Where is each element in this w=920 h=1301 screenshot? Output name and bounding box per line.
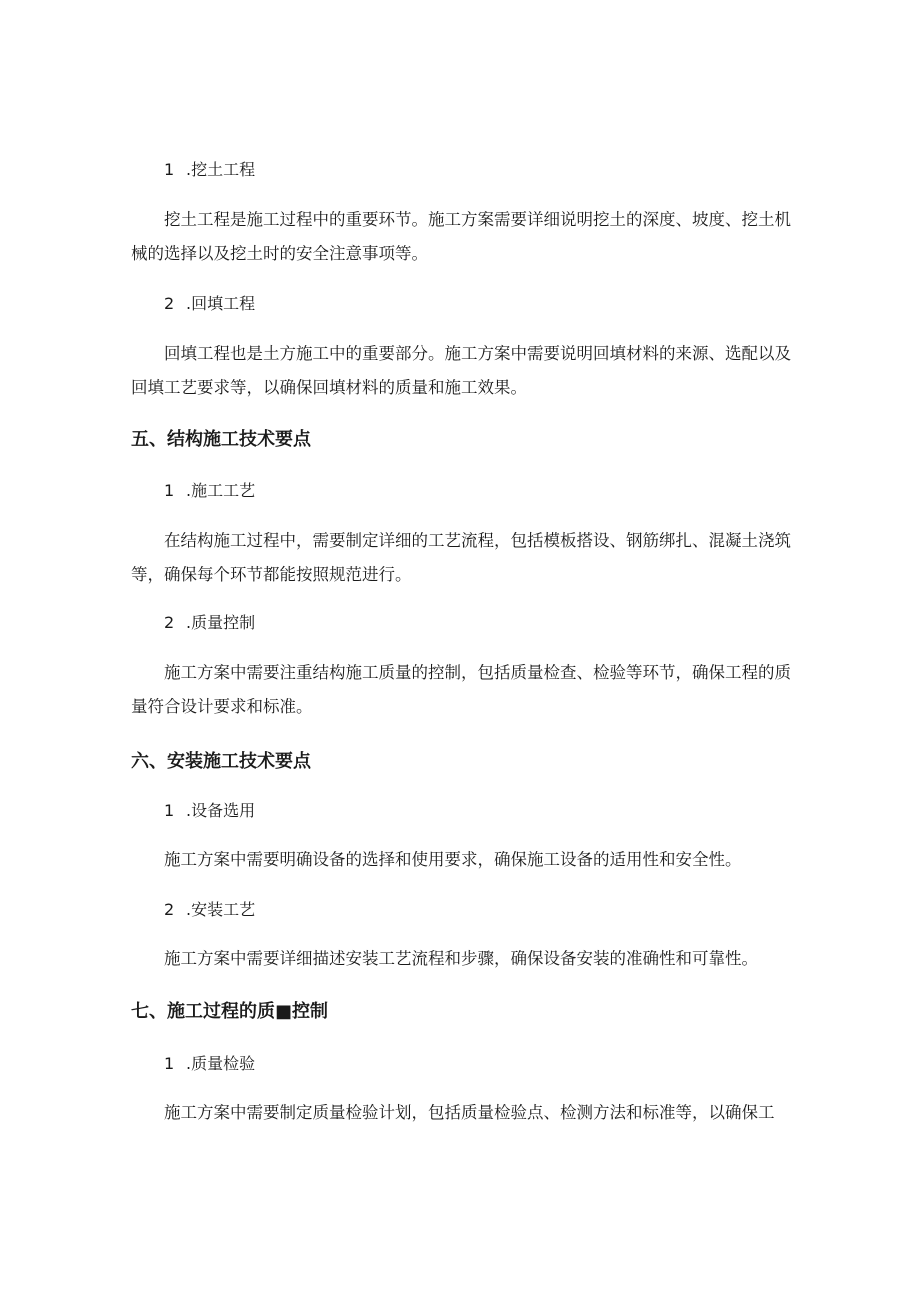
section-heading: 六、安装施工技术要点 xyxy=(131,751,311,772)
body-paragraph: 施工方案中需要制定质量检验计划，包括质量检验点、检测方法和标准等，以确保工 xyxy=(164,1103,775,1122)
body-paragraph: 施工方案中需要明确设备的选择和使用要求，确保施工设备的适用性和安全性。 xyxy=(164,850,742,869)
list-item-heading: 2 .质量控制 xyxy=(164,613,256,632)
body-paragraph: 施工方案中需要详细描述安装工艺流程和步骤，确保设备安装的准确性和可靠性。 xyxy=(164,949,758,968)
list-item-heading: 1 .设备选用 xyxy=(164,801,256,820)
section-heading: 七、施工过程的质■控制 xyxy=(131,1001,329,1022)
section-heading: 五、结构施工技术要点 xyxy=(131,429,311,450)
body-paragraph: 回填工程也是土方施工中的重要部分。施工方案中需要说明回填材料的来源、选配以及回填工艺要求等，以确保回填材料的质量和施工效果。 xyxy=(131,344,791,397)
list-item-heading: 1 .施工工艺 xyxy=(164,481,256,500)
body-paragraph: 施工方案中需要注重结构施工质量的控制，包括质量检查、检验等环节，确保工程的质量符合设计要求和标准。 xyxy=(131,663,791,716)
list-item-heading: 1 .挖土工程 xyxy=(164,160,256,179)
list-item-heading: 2 .安装工艺 xyxy=(164,900,256,919)
body-paragraph: 在结构施工过程中，需要制定详细的工艺流程，包括模板搭设、钢筋绑扎、混凝土浇筑等，确保每个环节都能按照规范进行。 xyxy=(131,531,791,584)
body-paragraph: 挖土工程是施工过程中的重要环节。施工方案需要详细说明挖土的深度、坡度、挖土机械的选择以及挖土时的安全注意事项等。 xyxy=(131,210,791,263)
list-item-heading: 2 .回填工程 xyxy=(164,294,256,313)
list-item-heading: 1 .质量检验 xyxy=(164,1054,256,1073)
